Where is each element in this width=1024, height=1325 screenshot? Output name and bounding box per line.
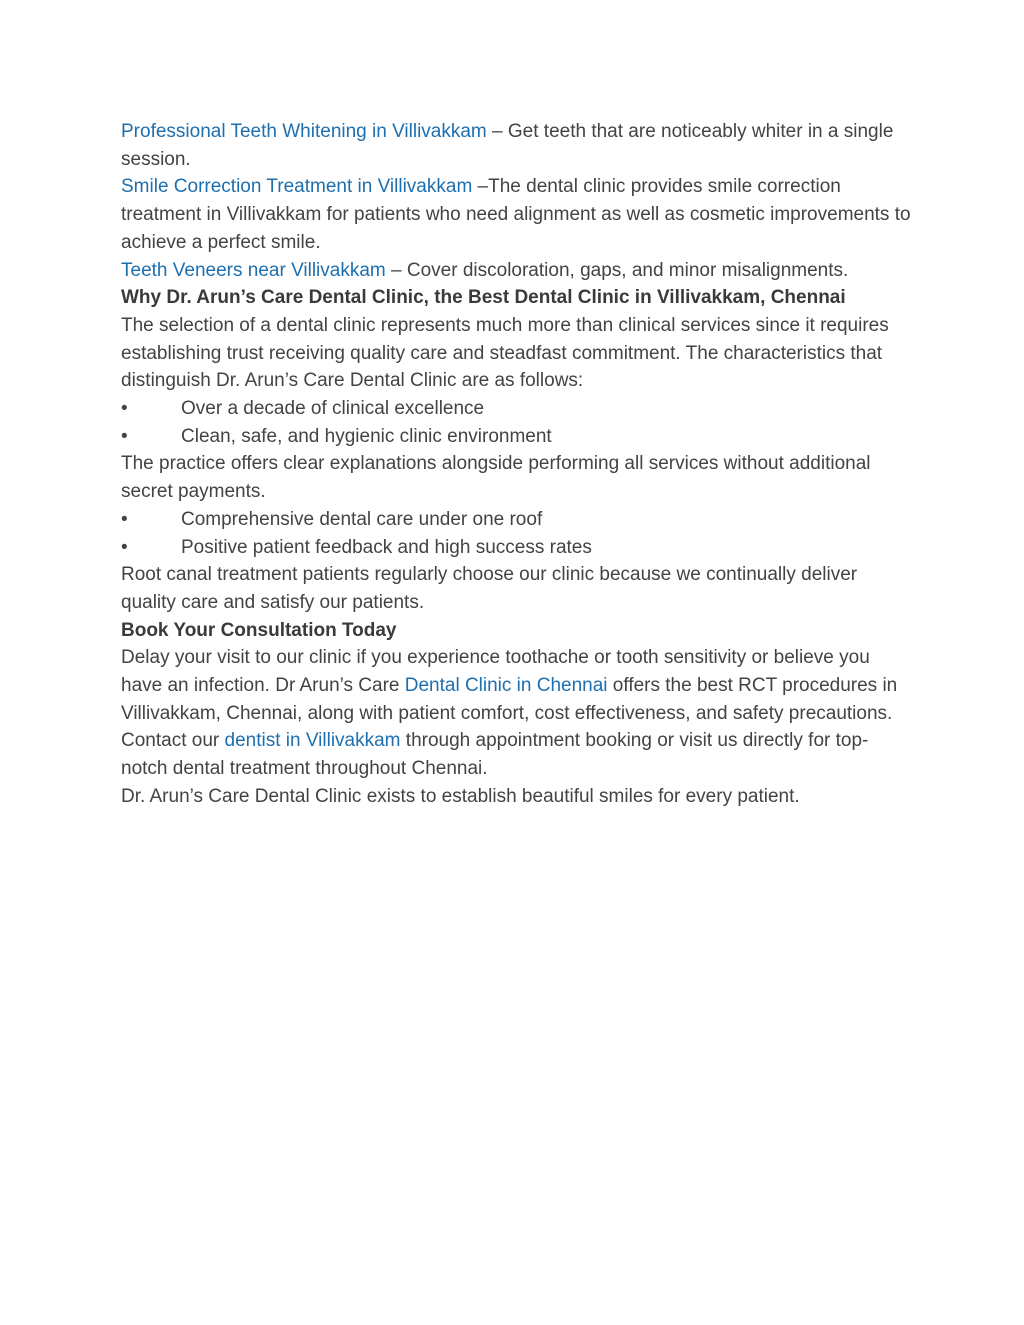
bullet-icon: • bbox=[121, 398, 128, 420]
teeth-whitening-link[interactable]: Professional Teeth Whitening in Villivakkam bbox=[121, 121, 487, 142]
book-paragraph-3: Dr. Arun’s Care Dental Clinic exists to establish beautiful smiles for every patient. bbox=[121, 785, 800, 807]
book-p1-before: Delay your visit to our clinic if you experience toothache or tooth sensitivity or believe you have an infection. Dr Arun’s Care bbox=[121, 647, 870, 697]
dentist-villivakkam-link[interactable]: dentist in Villivakkam bbox=[224, 730, 401, 752]
book-p2-after: through appointment booking or visit us directly for top-notch dental treatment throughout Chennai. bbox=[121, 730, 869, 780]
bullet-text: Positive patient feedback and high success rates bbox=[181, 536, 592, 558]
smile-correction-description: –The dental clinic provides smile correction treatment in Villivakkam for patients who need alignment as well as cosmetic improvements to achieve a perfect smile. bbox=[121, 176, 911, 253]
why-intro: The selection of a dental clinic represents much more than clinical services since it requires establishing trust receiving quality care and steadfast commitment. The characteristics that distinguish Dr. Arun’s Care Dental Clinic are as follows: bbox=[121, 314, 889, 392]
book-paragraph-2 bbox=[121, 727, 911, 782]
book-p2-before: Contact our bbox=[121, 730, 225, 752]
service-smile-correction bbox=[121, 173, 911, 256]
teeth-whitening-description: – Get teeth that are noticeably whiter in a single session. bbox=[121, 121, 894, 170]
book-p1-after: offers the best RCT procedures in Villivakkam, Chennai, along with patient comfort, cost effectiveness, and safety precautions. bbox=[121, 675, 898, 724]
why-heading: Why Dr. Arun’s Care Dental Clinic, the Best Dental Clinic in Villivakkam, Chennai bbox=[121, 287, 846, 309]
bullet-text: Over a decade of clinical excellence bbox=[181, 398, 485, 420]
teeth-veneers-link[interactable]: Teeth Veneers near Villivakkam bbox=[121, 259, 386, 281]
dental-clinic-chennai-link[interactable]: Dental Clinic in Chennai bbox=[404, 675, 608, 697]
why-middle: The practice offers clear explanations alongside performing all services without additional secret payments. bbox=[121, 453, 871, 503]
book-heading: Book Your Consultation Today bbox=[121, 619, 397, 641]
document-page bbox=[121, 118, 911, 811]
list-item bbox=[121, 423, 911, 451]
teeth-veneers-description: – Cover discoloration, gaps, and minor misalignments. bbox=[385, 259, 849, 281]
list-item bbox=[121, 506, 911, 534]
bullet-icon: • bbox=[121, 536, 128, 558]
bullet-icon: • bbox=[121, 508, 128, 530]
why-closing: Root canal treatment patients regularly choose our clinic because we continually deliver quality care and satisfy our patients. bbox=[121, 564, 858, 613]
list-item bbox=[121, 395, 911, 423]
service-teeth-whitening bbox=[121, 118, 911, 173]
book-paragraph-1 bbox=[121, 644, 911, 727]
smile-correction-link[interactable]: Smile Correction Treatment in Villivakkam bbox=[121, 176, 473, 198]
service-teeth-veneers bbox=[121, 257, 911, 285]
bullet-text: Comprehensive dental care under one roof bbox=[181, 508, 543, 530]
list-item bbox=[121, 534, 911, 562]
bullet-text: Clean, safe, and hygienic clinic environment bbox=[181, 425, 552, 447]
bullet-icon: • bbox=[121, 425, 128, 447]
